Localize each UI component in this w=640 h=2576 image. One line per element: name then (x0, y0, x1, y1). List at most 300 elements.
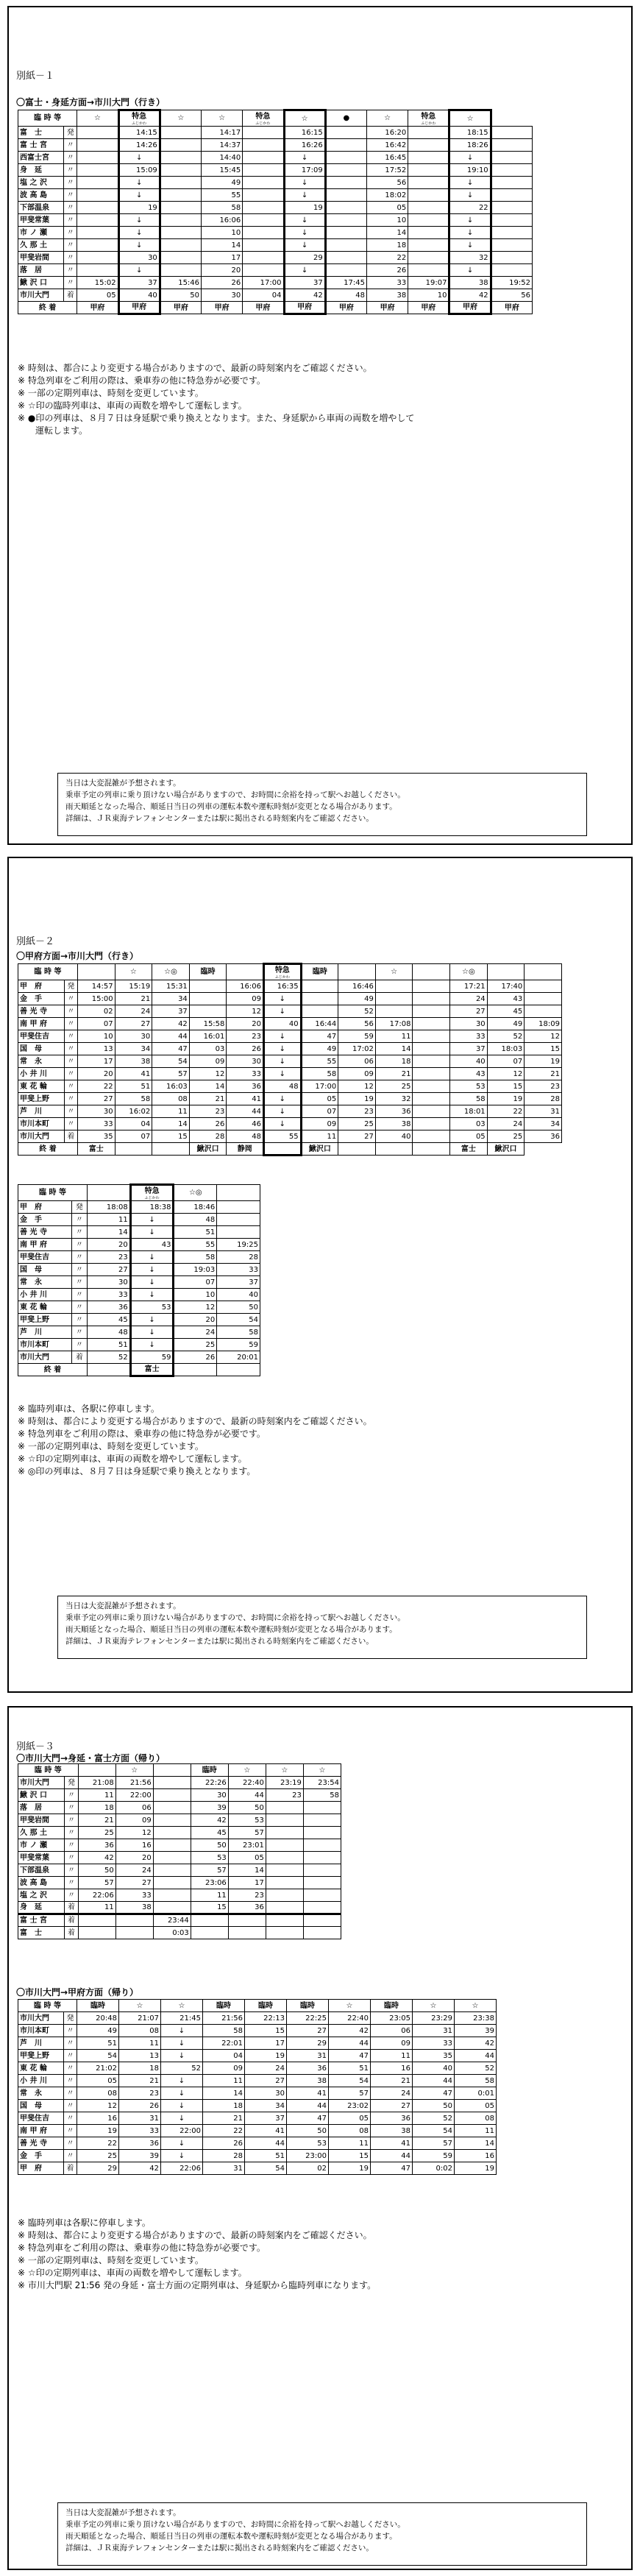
time-cell (301, 980, 338, 993)
time-cell: ↓ (118, 264, 160, 277)
table-row (18, 1130, 562, 1143)
time-cell: 37 (450, 1043, 488, 1055)
time-cell: 42 (284, 289, 325, 302)
table-row (18, 1827, 341, 1839)
note-item: ※ ●印の列車は、８月７日は身延駅で乗り換えとなります。また、身延駅から車両の両数を増やして (18, 413, 415, 423)
train-type: ☆◎ (450, 964, 488, 980)
arr-dep-mark: 〃 (64, 1055, 77, 1068)
table-row (18, 2075, 497, 2087)
train-type: ☆◎ (174, 1185, 217, 1201)
time-cell: 30 (77, 1105, 115, 1118)
time-cell: 41 (371, 2137, 413, 2150)
station-name: 市川大門 (18, 1777, 65, 1789)
time-cell (191, 1914, 228, 1927)
time-cell: 37 (118, 277, 160, 289)
time-cell: 22:26 (191, 1777, 228, 1789)
time-cell: ↓ (264, 1105, 302, 1118)
time-cell: 49 (338, 993, 376, 1005)
header-label: 臨 時 等 (18, 1185, 88, 1201)
time-cell (160, 164, 201, 177)
time-cell: 15 (191, 1902, 228, 1914)
station-name: 善 光 寺 (18, 1226, 72, 1239)
station-name: 善 光 寺 (18, 1005, 65, 1018)
time-cell: 55 (264, 1130, 302, 1143)
train-type: ☆ (202, 110, 243, 127)
time-cell (413, 1043, 450, 1055)
time-cell (189, 980, 227, 993)
time-cell: 04 (115, 1118, 152, 1130)
time-cell (491, 139, 532, 152)
time-cell: 10 (174, 1289, 217, 1301)
time-cell (525, 993, 562, 1005)
time-cell (153, 1814, 191, 1827)
timetable-kofu-outbound-late (18, 1183, 260, 1377)
note-item: ※ 臨時列車は、各駅に停車します。 (18, 1404, 160, 1414)
station-name: 東 花 輪 (18, 1301, 72, 1314)
time-cell: 29 (284, 252, 325, 264)
time-cell: 14 (455, 2137, 497, 2150)
time-cell: 47 (329, 2050, 371, 2062)
time-cell (375, 993, 413, 1005)
time-cell: 21 (371, 2075, 413, 2087)
station-name: 下部温泉 (18, 1864, 65, 1877)
arr-dep-mark: 〃 (71, 1289, 87, 1301)
station-name: 市川本町 (18, 1339, 72, 1351)
time-cell: 50 (287, 2125, 329, 2137)
table-row (18, 2012, 497, 2025)
note-item: ※ ☆印の定期列車は、車両の両数を増やして運転します。 (18, 2268, 247, 2278)
train-type (78, 1764, 115, 1777)
train-type: 臨時 (301, 964, 338, 980)
destination: 富士 (130, 1364, 174, 1376)
time-cell: 21 (78, 1814, 115, 1827)
time-cell (408, 139, 449, 152)
time-cell: 23 (228, 1889, 266, 1902)
train-type: 臨時 (189, 964, 227, 980)
destination (152, 1143, 190, 1156)
time-cell (408, 189, 449, 202)
table-row (18, 214, 533, 227)
time-cell: 14:37 (202, 139, 243, 152)
time-cell: 22 (449, 202, 491, 214)
station-name: 波 高 島 (18, 1877, 65, 1889)
time-cell (266, 1852, 303, 1864)
note-item: ※ 一部の定期列車は、時刻を変更しています。 (18, 388, 204, 398)
time-cell (413, 1030, 450, 1043)
time-cell: 19:25 (217, 1239, 260, 1251)
table-row (18, 1927, 341, 1939)
station-name: 甲斐上野 (18, 2050, 64, 2062)
time-cell (413, 1105, 450, 1118)
time-cell (266, 1877, 303, 1889)
arr-dep-mark: 発 (71, 1201, 87, 1214)
time-cell (160, 139, 201, 152)
station-name: 塩 之 沢 (18, 1889, 65, 1902)
time-cell: 15:09 (118, 164, 160, 177)
time-cell (266, 1889, 303, 1902)
sheet-3 (7, 1706, 633, 2570)
time-cell: 52 (87, 1351, 130, 1364)
time-cell: 18:01 (450, 1105, 488, 1118)
table-row (18, 993, 562, 1005)
note-item: ※ 特急列車をご利用の際は、乗車券の他に特急券が必要です。 (18, 1429, 266, 1439)
arr-dep-mark: 〃 (65, 1864, 78, 1877)
time-cell: 15 (329, 2150, 371, 2162)
time-cell: 23 (119, 2087, 161, 2100)
time-cell: 25 (487, 1130, 525, 1143)
table-row (18, 2062, 497, 2075)
time-cell (266, 1839, 303, 1852)
time-cell: 40 (413, 2062, 455, 2075)
train-type (217, 1185, 260, 1201)
footer-row (18, 1364, 260, 1376)
time-cell: ↓ (449, 264, 491, 277)
time-cell: 44 (287, 2100, 329, 2112)
footer-label: 終 着 (18, 302, 77, 314)
time-cell: 23:29 (413, 2012, 455, 2025)
note-item: ※ 時刻は、都合により変更する場合がありますので、最新の時刻案内をご確認ください。 (18, 1416, 372, 1426)
station-name: 小 井 川 (18, 2075, 64, 2087)
time-cell: 46 (227, 1118, 264, 1130)
time-cell: 31 (413, 2025, 455, 2037)
time-cell (243, 189, 284, 202)
station-name: 甲斐上野 (18, 1314, 72, 1326)
train-type: ☆ (413, 2000, 455, 2012)
time-cell (266, 1902, 303, 1914)
note-item: ※ 市川大門駅 21:56 発の身延・富士方面の定期列車は、身延駅から臨時列車になります。 (18, 2280, 377, 2290)
time-cell: 14:17 (202, 127, 243, 139)
time-cell (491, 239, 532, 252)
time-cell: 20 (174, 1314, 217, 1326)
time-cell: 33 (413, 2037, 455, 2050)
train-type: ☆ (266, 1764, 303, 1777)
destination: 甲府 (491, 302, 532, 314)
arr-dep-mark: 〃 (65, 1814, 78, 1827)
time-cell: ↓ (130, 1314, 174, 1326)
time-cell: 52 (455, 2062, 497, 2075)
time-cell: 38 (366, 289, 408, 302)
time-cell (266, 1802, 303, 1814)
time-cell (77, 202, 118, 214)
time-cell (160, 239, 201, 252)
timetable-kofu-outbound (18, 963, 562, 1156)
time-cell: 33 (87, 1289, 130, 1301)
time-cell: 27 (450, 1005, 488, 1018)
station-name: 東 花 輪 (18, 2062, 64, 2075)
time-cell: 31 (525, 1105, 562, 1118)
time-cell (189, 993, 227, 1005)
time-cell: 38 (287, 2075, 329, 2087)
time-cell: 42 (449, 289, 491, 302)
time-cell (78, 1914, 115, 1927)
time-cell: 22:00 (115, 1789, 153, 1802)
time-cell: ↓ (284, 177, 325, 189)
time-cell: 29 (77, 2162, 119, 2175)
time-cell: 20 (87, 1239, 130, 1251)
arr-dep-mark: 〃 (64, 1118, 77, 1130)
note-item: ※ 一部の定期列車は、時刻を変更しています。 (18, 1441, 204, 1451)
time-cell: 27 (87, 1264, 130, 1276)
time-cell (408, 152, 449, 164)
station-name: 国 母 (18, 2100, 64, 2112)
time-cell: 54 (329, 2075, 371, 2087)
station-name: 甲 府 (18, 2162, 64, 2175)
time-cell: 19 (338, 1093, 376, 1105)
time-cell (325, 152, 366, 164)
station-name: 常 永 (18, 1276, 72, 1289)
time-cell: 53 (228, 1814, 266, 1827)
time-cell: 38 (115, 1055, 152, 1068)
time-cell: 11 (78, 1789, 115, 1802)
time-cell: 15 (245, 2025, 287, 2037)
train-type: 臨時 (245, 2000, 287, 2012)
time-cell: 58 (115, 1093, 152, 1105)
time-cell: ↓ (130, 1276, 174, 1289)
time-cell: 04 (243, 289, 284, 302)
header-row (18, 2000, 497, 2012)
table-row (18, 1018, 562, 1030)
time-cell: 16:01 (189, 1030, 227, 1043)
train-type: 臨時 (191, 1764, 228, 1777)
time-cell: 08 (77, 2087, 119, 2100)
time-cell (491, 152, 532, 164)
time-cell: ↓ (449, 214, 491, 227)
destination: 富士 (450, 1143, 488, 1156)
arr-dep-mark: 〃 (64, 2112, 77, 2125)
station-name: 芦 川 (18, 1105, 65, 1118)
time-cell: 17 (245, 2037, 287, 2050)
time-cell: 14:40 (202, 152, 243, 164)
destination (338, 1143, 376, 1156)
time-cell (375, 980, 413, 993)
time-cell: 53 (191, 1852, 228, 1864)
time-cell (153, 1852, 191, 1864)
table-row (18, 2050, 497, 2062)
time-cell: 59 (413, 2150, 455, 2162)
time-cell: 37 (245, 2112, 287, 2125)
table-row (18, 252, 533, 264)
time-cell (243, 264, 284, 277)
time-cell: ↓ (130, 1226, 174, 1239)
time-cell: 44 (329, 2037, 371, 2050)
time-cell: 58 (455, 2075, 497, 2087)
sheet-2 (7, 857, 633, 1693)
time-cell: 42 (152, 1018, 190, 1030)
station-name: 市川大門 (18, 2012, 64, 2025)
table-row (18, 1789, 341, 1802)
arr-dep-mark: 〃 (64, 1080, 77, 1093)
arr-dep-mark: 〃 (64, 1030, 77, 1043)
station-name: 国 母 (18, 1043, 65, 1055)
time-cell (413, 980, 450, 993)
time-cell: ↓ (130, 1326, 174, 1339)
table-row (18, 1080, 562, 1093)
time-cell: 16:26 (284, 139, 325, 152)
time-cell: 16 (115, 1839, 153, 1852)
station-name: 甲 府 (18, 1201, 72, 1214)
time-cell (408, 239, 449, 252)
table-row (18, 1030, 562, 1043)
arr-dep-mark: 〃 (64, 1005, 77, 1018)
time-cell: ↓ (264, 1118, 302, 1130)
table-row (18, 1118, 562, 1130)
time-cell: 08 (329, 2125, 371, 2137)
time-cell: 38 (115, 1902, 153, 1914)
time-cell: 36 (78, 1839, 115, 1852)
time-cell: 19 (245, 2050, 287, 2062)
notice-line: 当日は大変混雑が予想されます。 (65, 779, 181, 788)
station-name: 市川大門 (18, 1130, 65, 1143)
time-cell: 41 (245, 2125, 287, 2137)
footer-label: 終 着 (18, 1143, 78, 1156)
station-name: 甲斐上野 (18, 1093, 65, 1105)
arr-dep-mark: 〃 (71, 1251, 87, 1264)
time-cell (408, 127, 449, 139)
destination: 鰍沢口 (487, 1143, 525, 1156)
time-cell: 21 (119, 2075, 161, 2087)
time-cell: 41 (115, 1068, 152, 1080)
time-cell: 09 (203, 2062, 245, 2075)
train-type: ● (325, 110, 366, 127)
time-cell: 44 (413, 2075, 455, 2087)
station-name: 甲斐岩間 (18, 1814, 65, 1827)
train-type (487, 964, 525, 980)
train-type: 特急 ふじかわ (264, 964, 302, 980)
footer-row (18, 302, 533, 314)
notice-line: 詳細は、ＪＲ東海テレフォンセンターまたは駅に掲出される時刻案内をご確認ください。 (65, 2544, 374, 2552)
table-row (18, 189, 533, 202)
arr-dep-mark: 〃 (71, 1301, 87, 1314)
time-cell: 19 (455, 2162, 497, 2175)
time-cell (413, 1005, 450, 1018)
time-cell: 14 (203, 2087, 245, 2100)
time-cell: 12 (189, 1068, 227, 1080)
table-row (18, 277, 533, 289)
header-row (18, 1185, 260, 1201)
time-cell: 59 (217, 1339, 260, 1351)
time-cell (408, 264, 449, 277)
notice-line: 雨天順延となった場合、順延日当日の列車の運転本数や運転時刻が変更となる場合があります。 (65, 1625, 397, 1634)
table-row (18, 1852, 341, 1864)
time-cell: 29 (287, 2037, 329, 2050)
sheet-1 (7, 6, 633, 845)
time-cell (77, 127, 118, 139)
time-cell: 47 (371, 2162, 413, 2175)
time-cell: 30 (450, 1018, 488, 1030)
time-cell (413, 1118, 450, 1130)
arr-dep-mark: 発 (64, 980, 77, 993)
time-cell (243, 164, 284, 177)
header-label: 臨 時 等 (18, 1764, 79, 1777)
time-cell: ↓ (284, 239, 325, 252)
station-name: 甲斐住吉 (18, 2112, 64, 2125)
time-cell: 39 (191, 1802, 228, 1814)
time-cell: 50 (228, 1802, 266, 1814)
time-cell: 05 (366, 202, 408, 214)
time-cell: 0:02 (413, 2162, 455, 2175)
arr-dep-mark: 〃 (65, 1889, 78, 1902)
destination (413, 1143, 450, 1156)
arr-dep-mark: 〃 (64, 2087, 77, 2100)
arr-dep-mark: 〃 (64, 2137, 77, 2150)
time-cell: 02 (287, 2162, 329, 2175)
time-cell: 54 (77, 2050, 119, 2062)
time-cell: 52 (413, 2112, 455, 2125)
time-cell: 36 (371, 2112, 413, 2125)
destination (217, 1364, 260, 1376)
time-cell: 17:45 (325, 277, 366, 289)
time-cell: 51 (87, 1339, 130, 1351)
time-cell: 53 (130, 1301, 174, 1314)
time-cell: 30 (118, 252, 160, 264)
time-cell: 06 (371, 2025, 413, 2037)
time-cell: 0:03 (153, 1927, 191, 1939)
time-cell: 20 (227, 1018, 264, 1030)
time-cell: 54 (152, 1055, 190, 1068)
destination (375, 1143, 413, 1156)
time-cell: 58 (217, 1326, 260, 1339)
time-cell: 07 (301, 1105, 338, 1118)
time-cell (160, 177, 201, 189)
time-cell: 19 (118, 202, 160, 214)
time-cell: 15:19 (115, 980, 152, 993)
table-row (18, 1914, 341, 1927)
arr-dep-mark: 〃 (71, 1339, 87, 1351)
time-cell: 51 (115, 1080, 152, 1093)
time-cell: 10 (77, 1030, 115, 1043)
time-cell: 57 (413, 2137, 455, 2150)
time-cell (525, 1005, 562, 1018)
header-row (18, 964, 562, 980)
destination: 甲府 (77, 302, 118, 314)
time-cell: 16:46 (338, 980, 376, 993)
time-cell: 26 (202, 277, 243, 289)
time-cell: 30 (87, 1276, 130, 1289)
time-cell: 26 (174, 1351, 217, 1364)
train-type: ☆ (449, 110, 491, 127)
table-row (18, 264, 533, 277)
destination: 甲府 (118, 302, 160, 314)
time-cell: 47 (301, 1030, 338, 1043)
arr-dep-mark: 〃 (64, 1018, 77, 1030)
time-cell: 10 (408, 289, 449, 302)
time-cell (160, 189, 201, 202)
time-cell: 57 (152, 1068, 190, 1080)
time-cell: ↓ (284, 189, 325, 202)
time-cell: 48 (227, 1130, 264, 1143)
time-cell: 05 (329, 2112, 371, 2125)
header-row (18, 1764, 341, 1777)
arr-dep-mark: 発 (65, 1777, 78, 1789)
time-cell: 59 (338, 1030, 376, 1043)
time-cell: 38 (375, 1118, 413, 1130)
time-cell (413, 1080, 450, 1093)
train-type (413, 964, 450, 980)
time-cell (160, 127, 201, 139)
time-cell: 23:38 (455, 2012, 497, 2025)
time-cell: 58 (202, 202, 243, 214)
time-cell: 26 (203, 2137, 245, 2150)
arr-dep-mark: 〃 (71, 1264, 87, 1276)
arr-dep-mark: 〃 (65, 1802, 78, 1814)
train-type: 臨時 (77, 2000, 119, 2012)
arr-dep-mark: 着 (64, 1130, 77, 1143)
table-row (18, 1289, 260, 1301)
time-cell: 11 (375, 1030, 413, 1043)
station-name: 身 延 (18, 1902, 65, 1914)
table-row (18, 1093, 562, 1105)
destination (264, 1143, 302, 1156)
